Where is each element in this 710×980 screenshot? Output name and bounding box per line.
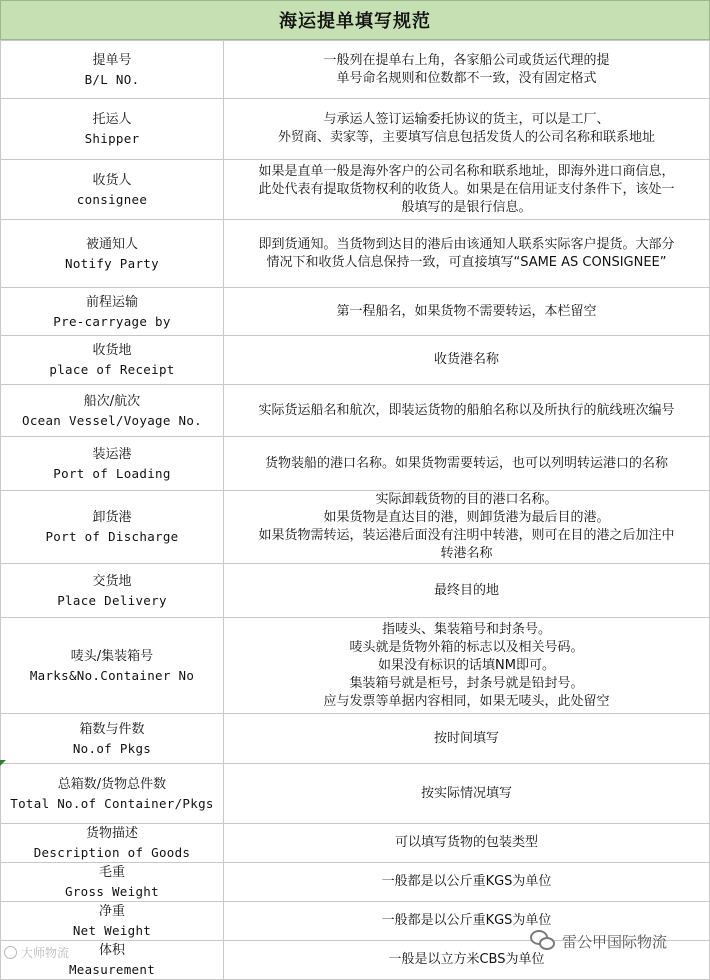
field-description-cell: 货物装船的港口名称。如果货物需要转运，也可以列明转运港口的名称 [224, 437, 710, 491]
table-row [1, 491, 710, 564]
field-description-cell: 可以填写货物的包装类型 [224, 824, 710, 863]
field-name-cn: 卸货港 [92, 510, 132, 525]
watermark-right [530, 930, 667, 952]
field-description-cell: 实际货运船名和航次，即装运货物的船舶名称以及所执行的航线班次编号 [224, 385, 710, 437]
table-row [1, 564, 710, 618]
field-name-en: Net Weight [72, 923, 152, 938]
table-row [1, 824, 710, 863]
field-name-en: Port of Loading [53, 465, 171, 481]
field-name-cn: 货物描述 [85, 826, 138, 841]
field-name-cn: 被通知人 [85, 236, 138, 252]
table-row [1, 288, 710, 336]
field-name-cn: 前程运输 [85, 294, 138, 310]
field-name-cell [1, 902, 224, 941]
table-row [1, 99, 710, 160]
field-name-en: Pre-carryage by [53, 313, 171, 329]
field-name-en: Notify Party [65, 255, 159, 271]
field-description-cell: 按实际情况填写 [224, 764, 710, 824]
watermark-right-text: 雷公甲国际物流 [562, 932, 668, 951]
watermark-left [4, 944, 69, 961]
field-name-cn: 装运港 [92, 446, 132, 462]
field-name-cell [1, 99, 224, 160]
field-name-cell [1, 220, 224, 288]
table-row [1, 437, 710, 491]
field-description-cell: 指唛头、集装箱号和封条号。 唛头就是货物外箱的标志以及相关号码。 如果没有标识的话填NM即可。 集装箱号就是柜号，封条号就是铅封号。 应与发票等单据内容相同，如果无唛头，此处留空 [224, 618, 710, 714]
table-row [1, 160, 710, 220]
field-name-cn: 毛重 [98, 865, 125, 880]
field-name-cell [1, 41, 224, 99]
field-name-cell [1, 160, 224, 220]
field-name-en: Description of Goods [33, 845, 191, 860]
field-name-cn: 总箱数/货物总件数 [57, 776, 167, 792]
field-name-en: Port of Discharge [45, 529, 179, 544]
table-row [1, 714, 710, 764]
field-name-cell [1, 863, 224, 902]
table-row [1, 618, 710, 714]
field-name-cell [1, 336, 224, 385]
field-name-cn: 收货人 [92, 172, 132, 188]
field-description-cell: 如果是直单一般是海外客户的公司名称和联系地址，即海外进口商信息， 此处代表有提取货物权利的收货人。如果是在信用证支付条件下，该处一 般填写的是银行信息。 [224, 160, 710, 220]
field-name-en: Marks&No.Container No [29, 667, 195, 683]
field-name-cn: 托运人 [92, 112, 132, 127]
field-name-en: Gross Weight [65, 884, 159, 899]
field-name-cell [1, 824, 224, 863]
field-description-cell: 即到货通知。当货物到达目的港后由该通知人联系实际客户提货。大部分 情况下和收货人信息保持一致，可直接填写“SAME AS CONSIGNEE” [224, 220, 710, 288]
watermark-left-text: 大师物流 [21, 946, 70, 960]
field-name-en: Total No.of Container/Pkgs [10, 795, 214, 811]
field-name-en: Measurement [68, 962, 156, 977]
wechat-icon [530, 930, 556, 952]
field-description-cell: 第一程船名，如果货物不需要转运，本栏留空 [224, 288, 710, 336]
bl-spec-table [0, 40, 710, 980]
field-name-en: B/L NO. [84, 71, 140, 87]
field-name-en: Ocean Vessel/Voyage No. [22, 412, 202, 428]
document-title: 海运提单填写规范 [0, 0, 710, 40]
field-name-cell [1, 764, 224, 824]
field-name-cn: 提单号 [92, 52, 132, 68]
field-description-cell: 最终目的地 [224, 564, 710, 618]
field-name-cell [1, 714, 224, 764]
field-description-cell: 一般列在提单右上角，各家船公司或货运代理的提 单号命名规则和位数都不一致，没有固定格式 [224, 41, 710, 99]
weibo-icon [4, 946, 17, 959]
field-description-cell: 与承运人签订运输委托协议的货主，可以是工厂、 外贸商、卖家等，主要填写信息包括发货人的公司名称和联系地址 [224, 99, 710, 160]
field-description-cell: 收货港名称 [224, 336, 710, 385]
field-description-cell: 一般都是以公斤重KGS为单位 [224, 863, 710, 902]
field-name-cn: 船次/航次 [83, 393, 141, 409]
field-description-cell: 一般是以立方米CBS为单位 [224, 941, 710, 980]
field-name-cn: 收货地 [92, 343, 132, 358]
table-row [1, 764, 710, 824]
field-name-cell [1, 564, 224, 618]
field-name-en: No.of Pkgs [72, 740, 152, 756]
field-name-en: Place Delivery [57, 592, 167, 608]
field-name-en: place of Receipt [49, 362, 175, 377]
field-name-cn: 箱数与件数 [79, 721, 145, 737]
field-description-cell: 实际卸载货物的目的港口名称。 如果货物是直达目的港，则卸货港为最后目的港。 如果货物需转运，装运港后面没有注明中转港，则可在目的港之后加注中 转港名称 [224, 491, 710, 564]
field-name-cn: 体积 [98, 943, 125, 958]
field-name-cn: 净重 [98, 904, 125, 919]
cell-comment-marker [0, 760, 6, 766]
field-name-cell [1, 288, 224, 336]
field-name-cell [1, 618, 224, 714]
field-name-cn: 交货地 [92, 573, 132, 589]
field-name-cell [1, 437, 224, 491]
field-name-cell [1, 491, 224, 564]
field-description-cell: 一般都是以公斤重KGS为单位 [224, 902, 710, 941]
table-row [1, 385, 710, 437]
table-row [1, 336, 710, 385]
field-name-cn: 唛头/集装箱号 [70, 648, 154, 664]
field-name-cell [1, 385, 224, 437]
field-name-en: Shipper [84, 131, 140, 146]
field-name-en: consignee [76, 191, 148, 207]
table-row [1, 220, 710, 288]
table-row [1, 863, 710, 902]
field-description-cell: 按时间填写 [224, 714, 710, 764]
table-row [1, 41, 710, 99]
